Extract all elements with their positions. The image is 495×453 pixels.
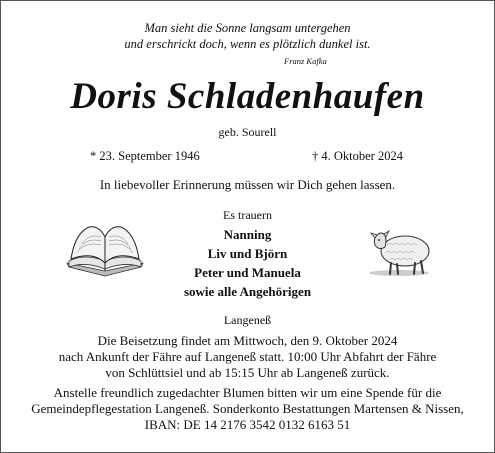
open-book-icon [63,223,147,279]
mourner-name: Peter und Manuela [194,265,301,280]
donation-line-2: Gemeindepflegestation Langeneß. Sonderkonto Bestattungen Martensen & Nissen, [31,401,464,416]
memorial-line: In liebevoller Erinnerung müssen wir Dich gehen lassen. [99,177,396,192]
donation-line-3: IBAN: DE 14 2176 3542 0132 6163 51 [144,417,351,432]
mourners-place: Langeneß [223,313,272,327]
mourner-name: sowie alle Angehörigen [183,284,312,299]
donation-line-1: Anstelle freundlich zugedachter Blumen bitten wir um eine Spende für die [53,385,442,400]
quote-line-1: Man sieht die Sonne langsam untergehen [144,21,351,35]
birth-date: * 23. September 1946 [90,149,200,163]
funeral-line-1: Die Beisetzung findet am Mittwoch, den 9. Oktober 2024 [97,333,398,348]
mourner-name: Nanning [223,227,272,242]
mourner-name: Liv und Björn [207,246,288,261]
funeral-line-3: von Schlüttsiel und ab 15:15 Uhr ab Langeneß zurück. [105,365,390,380]
quote-line-2: und erschrickt doch, wenn es plötzlich dunkel ist. [124,37,371,51]
death-date: † 4. Oktober 2024 [312,149,403,163]
quote-author: Franz Kafka [284,56,327,66]
birth-name: geb. Sourell [218,125,277,139]
sheep-icon [365,223,435,279]
funeral-line-2: nach Ankunft der Fähre auf Langeneß statt. 10:00 Uhr Abfahrt der Fähre [58,349,437,364]
mourners-intro: Es trauern [223,208,272,222]
deceased-name: Doris Schladenhaufen [70,76,425,117]
